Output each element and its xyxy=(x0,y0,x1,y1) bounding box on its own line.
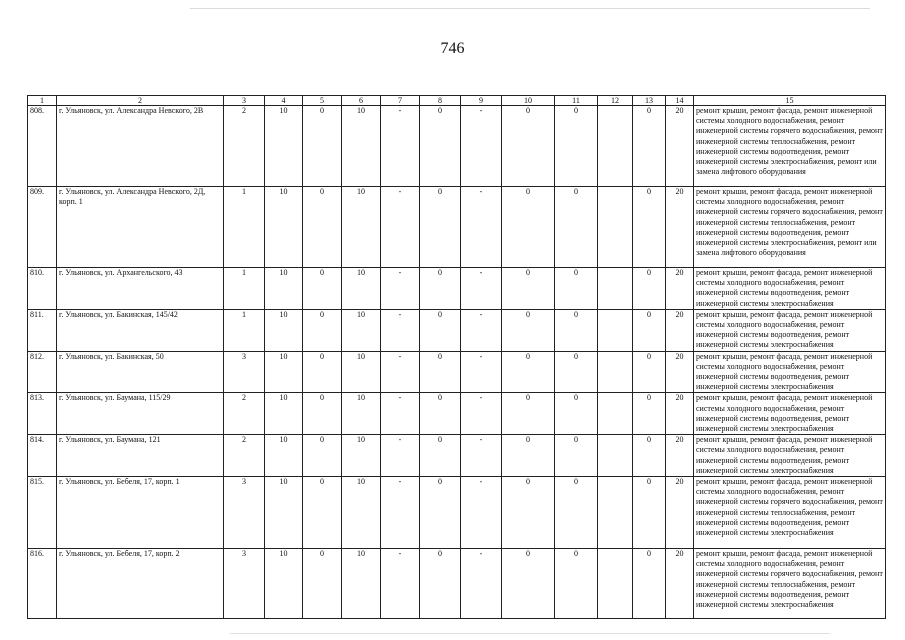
header-cell: 7 xyxy=(381,96,420,106)
repair-works-cell: ремонт крыши, ремонт фасада, ремонт инженерной системы холодного водоснабжения, ремонт инженерной системы горячего водоснабжения, ремонт инженерной системы теплоснабжения, ремонт инженерной системы водоотведения, ремонт инженерной системы электроснабжения xyxy=(694,477,886,549)
value-cell: 0 xyxy=(502,393,555,435)
value-cell: - xyxy=(461,549,502,619)
value-cell: 20 xyxy=(666,549,694,619)
value-cell: - xyxy=(381,435,420,477)
repair-works-cell: ремонт крыши, ремонт фасада, ремонт инженерной системы холодного водоснабжения, ремонт инженерной системы горячего водоснабжения, ремонт инженерной системы теплоснабжения, ремонт инженерной системы водоотведения, ремонт инженерной системы электроснабжения, ремонт или замена лифтового оборудования xyxy=(694,187,886,268)
value-cell: 0 xyxy=(555,309,598,351)
value-cell: 2 xyxy=(224,393,265,435)
value-cell xyxy=(598,187,633,268)
address-cell: г. Ульяновск, ул. Баумана, 115/29 xyxy=(57,393,224,435)
value-cell: 0 xyxy=(633,549,666,619)
row-number-cell: 810. xyxy=(28,268,57,310)
value-cell xyxy=(598,268,633,310)
value-cell: 0 xyxy=(420,106,461,187)
value-cell: 0 xyxy=(303,187,342,268)
scan-artifact-bottom xyxy=(230,633,830,634)
header-cell: 6 xyxy=(342,96,381,106)
scan-artifact-top xyxy=(190,8,870,9)
value-cell: 0 xyxy=(420,351,461,393)
value-cell: 2 xyxy=(224,106,265,187)
value-cell: 10 xyxy=(265,549,303,619)
value-cell: 0 xyxy=(420,187,461,268)
value-cell: 10 xyxy=(342,351,381,393)
table-row xyxy=(28,435,886,477)
value-cell: 0 xyxy=(502,309,555,351)
address-cell: г. Ульяновск, ул. Бебеля, 17, корп. 1 xyxy=(57,477,224,549)
value-cell xyxy=(598,435,633,477)
row-number-cell: 811. xyxy=(28,309,57,351)
value-cell: 1 xyxy=(224,309,265,351)
value-cell: 10 xyxy=(265,106,303,187)
value-cell: 10 xyxy=(265,268,303,310)
header-cell: 13 xyxy=(633,96,666,106)
value-cell: 0 xyxy=(555,268,598,310)
value-cell xyxy=(598,351,633,393)
value-cell: 10 xyxy=(342,549,381,619)
value-cell: - xyxy=(381,106,420,187)
value-cell: - xyxy=(381,309,420,351)
header-cell: 10 xyxy=(502,96,555,106)
address-cell: г. Ульяновск, ул. Бакинская, 145/42 xyxy=(57,309,224,351)
header-cell: 15 xyxy=(694,96,886,106)
value-cell: 10 xyxy=(265,477,303,549)
table-row xyxy=(28,549,886,619)
value-cell: 3 xyxy=(224,351,265,393)
value-cell: 0 xyxy=(303,309,342,351)
value-cell: 2 xyxy=(224,435,265,477)
value-cell: 0 xyxy=(420,549,461,619)
table-row xyxy=(28,106,886,187)
value-cell: 0 xyxy=(555,393,598,435)
value-cell: 0 xyxy=(502,351,555,393)
value-cell: 10 xyxy=(265,309,303,351)
value-cell: 0 xyxy=(502,435,555,477)
value-cell: 0 xyxy=(303,268,342,310)
table-row xyxy=(28,393,886,435)
header-cell: 3 xyxy=(224,96,265,106)
table-row xyxy=(28,477,886,549)
value-cell: 0 xyxy=(303,351,342,393)
value-cell: 0 xyxy=(633,187,666,268)
value-cell: 0 xyxy=(303,106,342,187)
address-cell: г. Ульяновск, ул. Александра Невского, 2В xyxy=(57,106,224,187)
table-row xyxy=(28,187,886,268)
value-cell xyxy=(598,309,633,351)
value-cell: 0 xyxy=(555,549,598,619)
value-cell: 10 xyxy=(342,106,381,187)
header-cell: 14 xyxy=(666,96,694,106)
value-cell: 0 xyxy=(633,106,666,187)
value-cell: 1 xyxy=(224,187,265,268)
value-cell: - xyxy=(381,393,420,435)
row-number-cell: 815. xyxy=(28,477,57,549)
header-cell: 11 xyxy=(555,96,598,106)
value-cell: 0 xyxy=(555,435,598,477)
row-number-cell: 808. xyxy=(28,106,57,187)
row-number-cell: 813. xyxy=(28,393,57,435)
value-cell: 0 xyxy=(633,435,666,477)
value-cell: 1 xyxy=(224,268,265,310)
value-cell: 0 xyxy=(502,549,555,619)
value-cell: 0 xyxy=(555,187,598,268)
value-cell: 0 xyxy=(555,106,598,187)
value-cell: - xyxy=(461,268,502,310)
value-cell: 10 xyxy=(342,393,381,435)
value-cell: 10 xyxy=(342,268,381,310)
repair-works-cell: ремонт крыши, ремонт фасада, ремонт инженерной системы холодного водоснабжения, ремонт инженерной системы водоотведения, ремонт инженерной системы электроснабжения xyxy=(694,309,886,351)
value-cell xyxy=(598,549,633,619)
value-cell: 20 xyxy=(666,309,694,351)
value-cell: 10 xyxy=(265,435,303,477)
value-cell: - xyxy=(381,351,420,393)
value-cell: - xyxy=(381,268,420,310)
value-cell: 0 xyxy=(502,187,555,268)
repair-works-cell: ремонт крыши, ремонт фасада, ремонт инженерной системы холодного водоснабжения, ремонт инженерной системы горячего водоснабжения, ремонт инженерной системы теплоснабжения, ремонт инженерной системы водоотведения, ремонт инженерной системы электроснабжения, ремонт или замена лифтового оборудования xyxy=(694,106,886,187)
repair-works-cell: ремонт крыши, ремонт фасада, ремонт инженерной системы холодного водоснабжения, ремонт инженерной системы водоотведения, ремонт инженерной системы электроснабжения xyxy=(694,393,886,435)
value-cell: 20 xyxy=(666,477,694,549)
value-cell: 0 xyxy=(303,549,342,619)
value-cell: 0 xyxy=(420,393,461,435)
header-cell: 9 xyxy=(461,96,502,106)
value-cell: 10 xyxy=(265,187,303,268)
repair-works-cell: ремонт крыши, ремонт фасада, ремонт инженерной системы холодного водоснабжения, ремонт инженерной системы водоотведения, ремонт инженерной системы электроснабжения xyxy=(694,435,886,477)
page-number: 746 xyxy=(440,40,465,57)
value-cell: 0 xyxy=(633,477,666,549)
value-cell: 0 xyxy=(633,268,666,310)
repair-works-cell: ремонт крыши, ремонт фасада, ремонт инженерной системы холодного водоснабжения, ремонт инженерной системы водоотведения, ремонт инженерной системы электроснабжения xyxy=(694,268,886,310)
header-cell: 4 xyxy=(265,96,303,106)
value-cell: 3 xyxy=(224,477,265,549)
value-cell: 0 xyxy=(502,477,555,549)
value-cell: 0 xyxy=(633,309,666,351)
value-cell: 10 xyxy=(342,435,381,477)
value-cell: 20 xyxy=(666,187,694,268)
value-cell xyxy=(598,393,633,435)
value-cell: 0 xyxy=(555,351,598,393)
value-cell: 0 xyxy=(303,435,342,477)
header-cell: 1 xyxy=(28,96,57,106)
value-cell: - xyxy=(461,393,502,435)
address-cell: г. Ульяновск, ул. Бебеля, 17, корп. 2 xyxy=(57,549,224,619)
address-cell: г. Ульяновск, ул. Александра Невского, 2Д, корп. 1 xyxy=(57,187,224,268)
table-row xyxy=(28,309,886,351)
column-number-header xyxy=(28,96,886,106)
value-cell: 0 xyxy=(502,106,555,187)
header-cell: 2 xyxy=(57,96,224,106)
address-cell: г. Ульяновск, ул. Баумана, 121 xyxy=(57,435,224,477)
value-cell: 0 xyxy=(420,309,461,351)
value-cell: 20 xyxy=(666,435,694,477)
value-cell xyxy=(598,477,633,549)
value-cell: - xyxy=(461,187,502,268)
repair-table xyxy=(27,95,886,619)
value-cell: 10 xyxy=(342,187,381,268)
address-cell: г. Ульяновск, ул. Архангельского, 43 xyxy=(57,268,224,310)
value-cell: 20 xyxy=(666,393,694,435)
header-cell: 5 xyxy=(303,96,342,106)
value-cell xyxy=(598,106,633,187)
value-cell: 0 xyxy=(633,393,666,435)
header-cell: 12 xyxy=(598,96,633,106)
repair-works-cell: ремонт крыши, ремонт фасада, ремонт инженерной системы холодного водоснабжения, ремонт инженерной системы горячего водоснабжения, ремонт инженерной системы теплоснабжения, ремонт инженерной системы водоотведения, ремонт инженерной системы электроснабжения xyxy=(694,549,886,619)
table-row xyxy=(28,268,886,310)
value-cell: - xyxy=(461,106,502,187)
value-cell: 20 xyxy=(666,351,694,393)
value-cell: - xyxy=(381,187,420,268)
address-cell: г. Ульяновск, ул. Бакинская, 50 xyxy=(57,351,224,393)
value-cell: 0 xyxy=(303,477,342,549)
value-cell: 0 xyxy=(420,268,461,310)
value-cell: 0 xyxy=(420,477,461,549)
value-cell: - xyxy=(381,477,420,549)
row-number-cell: 809. xyxy=(28,187,57,268)
value-cell: 0 xyxy=(633,351,666,393)
value-cell: - xyxy=(461,477,502,549)
value-cell: 0 xyxy=(303,393,342,435)
row-number-cell: 814. xyxy=(28,435,57,477)
value-cell: 10 xyxy=(265,393,303,435)
value-cell: 10 xyxy=(342,477,381,549)
value-cell: - xyxy=(381,549,420,619)
value-cell: 0 xyxy=(502,268,555,310)
value-cell: 20 xyxy=(666,268,694,310)
value-cell: 3 xyxy=(224,549,265,619)
value-cell: - xyxy=(461,309,502,351)
row-number-cell: 816. xyxy=(28,549,57,619)
value-cell: - xyxy=(461,435,502,477)
value-cell: 10 xyxy=(265,351,303,393)
repair-works-cell: ремонт крыши, ремонт фасада, ремонт инженерной системы холодного водоснабжения, ремонт инженерной системы водоотведения, ремонт инженерной системы электроснабжения xyxy=(694,351,886,393)
row-number-cell: 812. xyxy=(28,351,57,393)
value-cell: 0 xyxy=(420,435,461,477)
value-cell: - xyxy=(461,351,502,393)
header-cell: 8 xyxy=(420,96,461,106)
table-row xyxy=(28,351,886,393)
value-cell: 10 xyxy=(342,309,381,351)
value-cell: 0 xyxy=(555,477,598,549)
value-cell: 20 xyxy=(666,106,694,187)
